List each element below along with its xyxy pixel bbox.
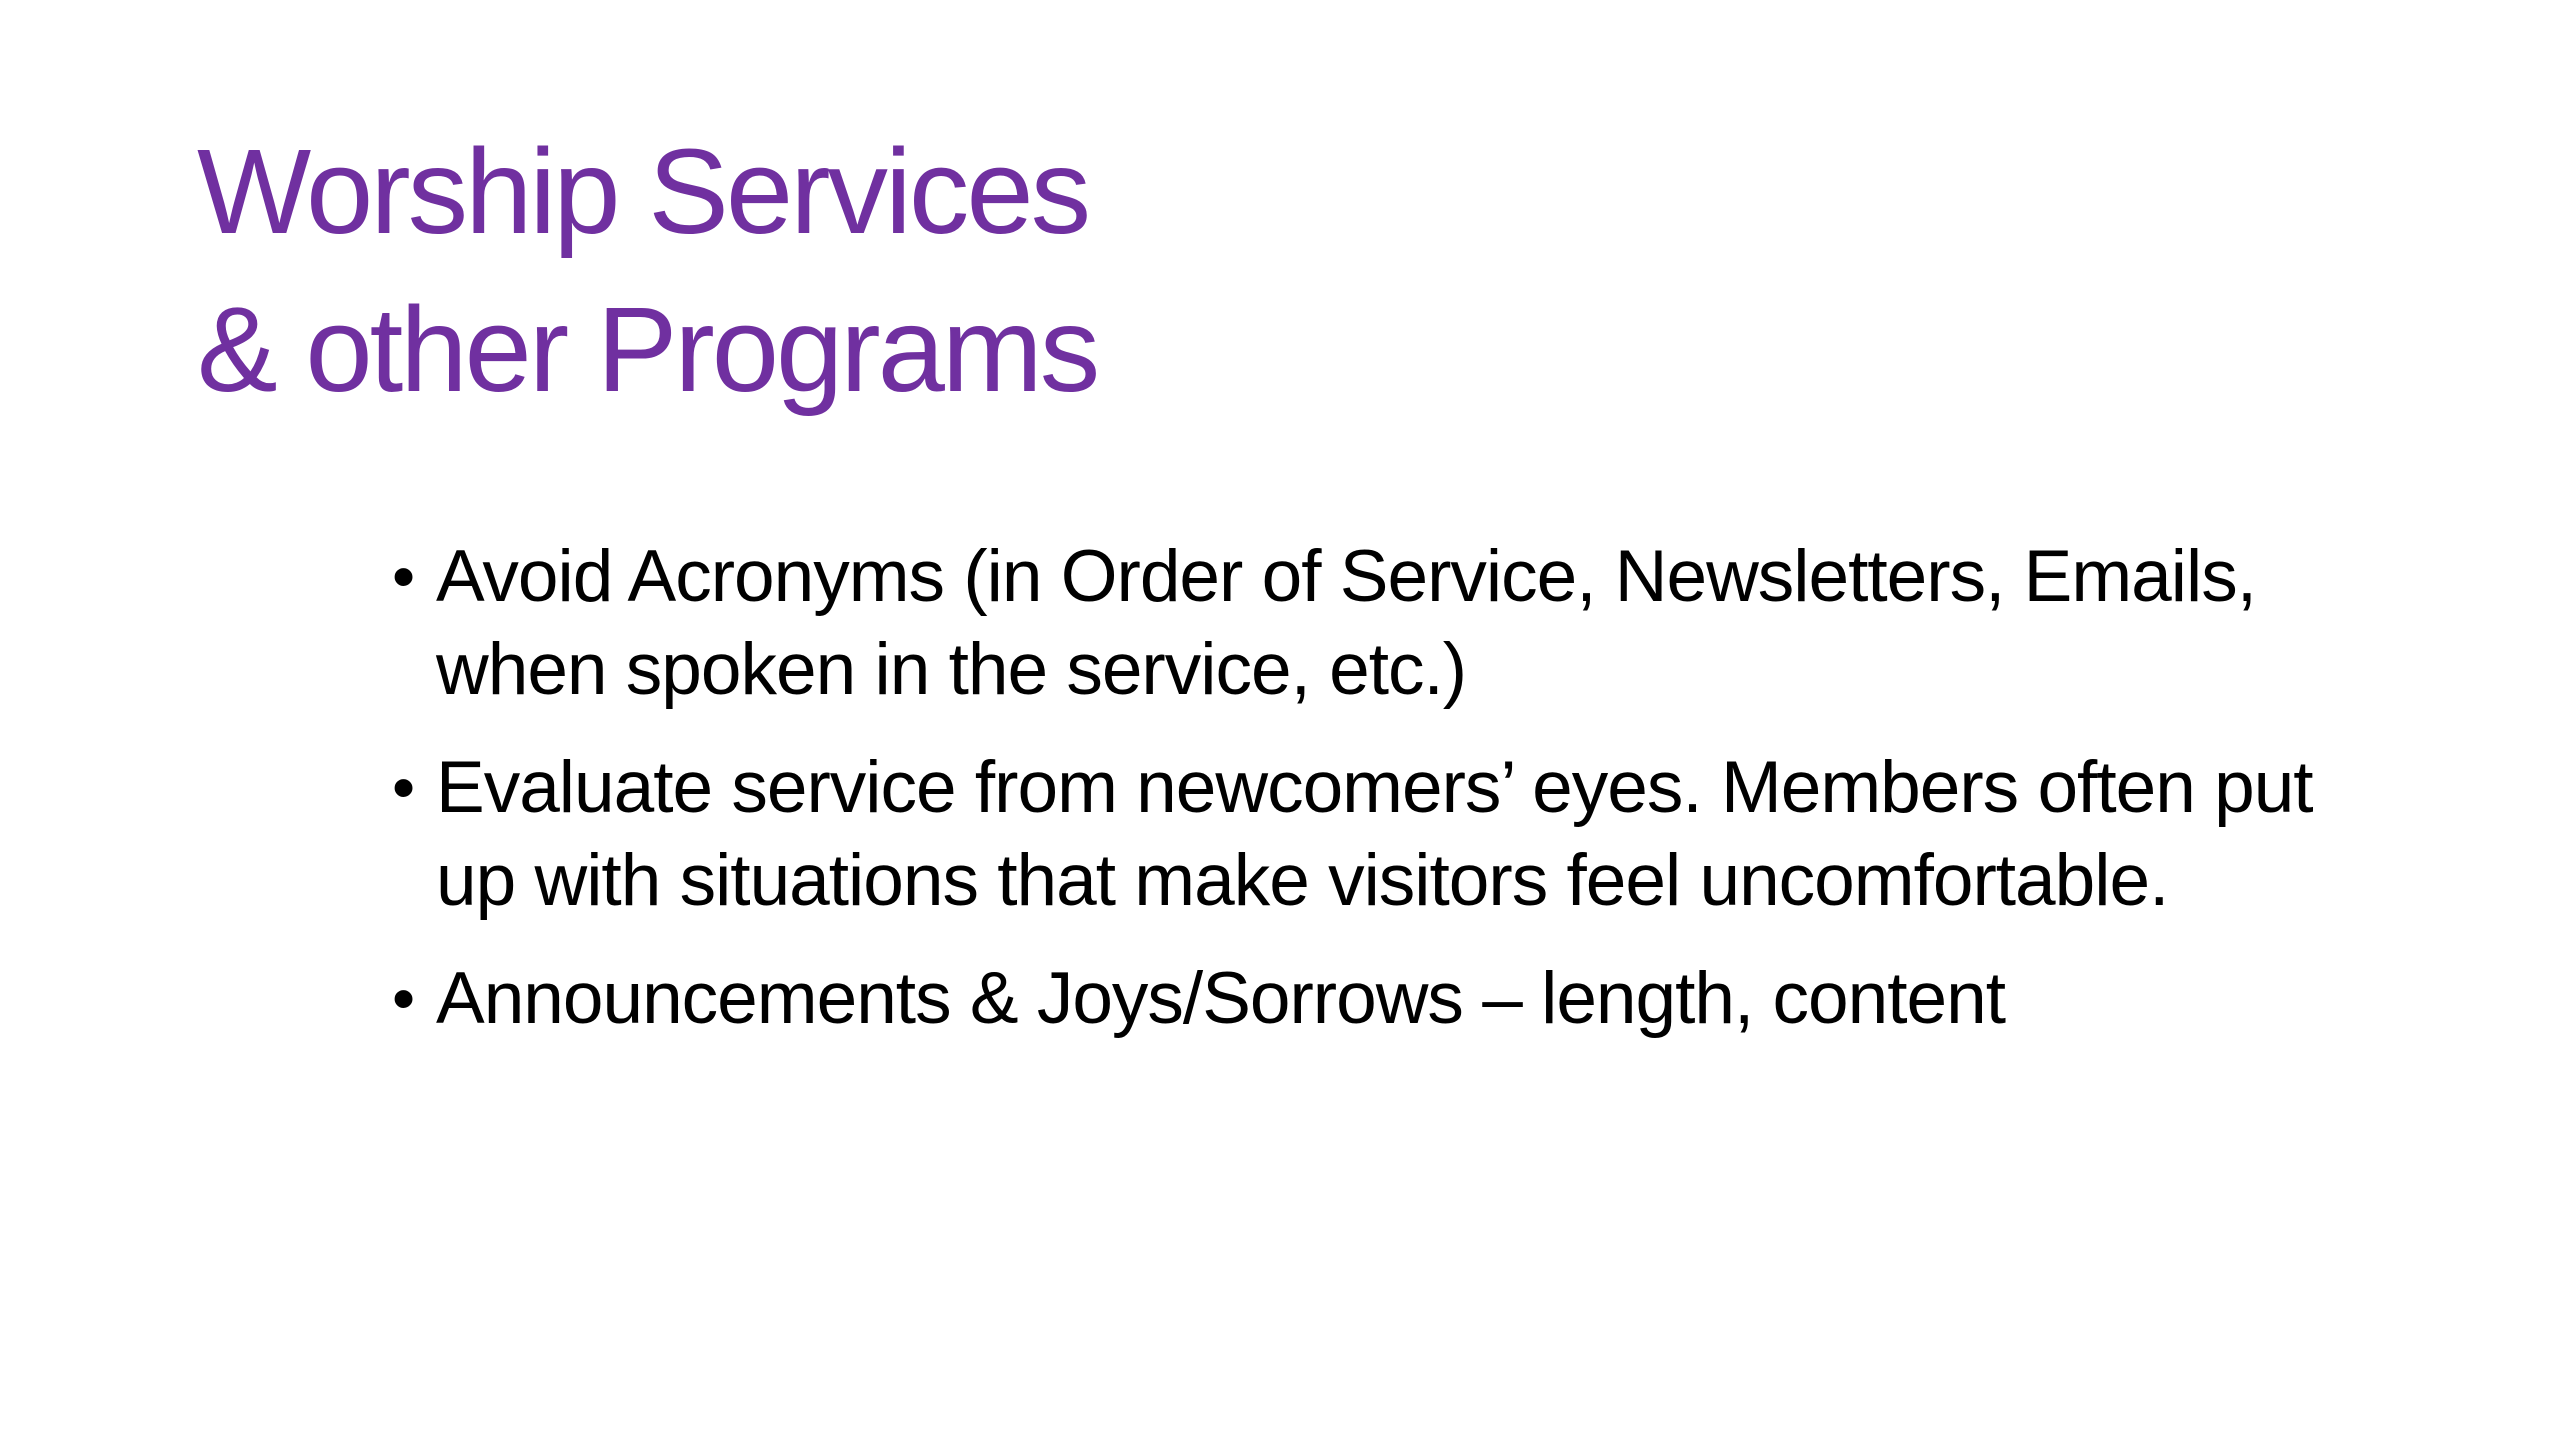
bullet-text: Announcements & Joys/Sorrows – length, content bbox=[436, 958, 2006, 1039]
slide-title bbox=[197, 112, 1097, 428]
bullet-text: Avoid Acronyms (in Order of Service, Newsletters, Emails, when spoken in the service, etc.) bbox=[436, 536, 2256, 710]
bullet-dot-icon: • bbox=[392, 961, 415, 1035]
slide-title-line-2: & other Programs bbox=[197, 281, 1098, 417]
bullet-list bbox=[392, 530, 2336, 1070]
bullet-text: Evaluate service from newcomers’ eyes. Members often put up with situations that make visitors feel uncomfortable. bbox=[436, 747, 2313, 921]
bullet-dot-icon: • bbox=[392, 539, 415, 613]
slide-title-line-1: Worship Services bbox=[197, 123, 1089, 259]
bullet-item-acronyms bbox=[392, 530, 2336, 716]
bullet-item-announcements bbox=[392, 952, 2336, 1045]
bullet-item-evaluate bbox=[392, 741, 2336, 927]
bullet-dot-icon: • bbox=[392, 750, 415, 824]
